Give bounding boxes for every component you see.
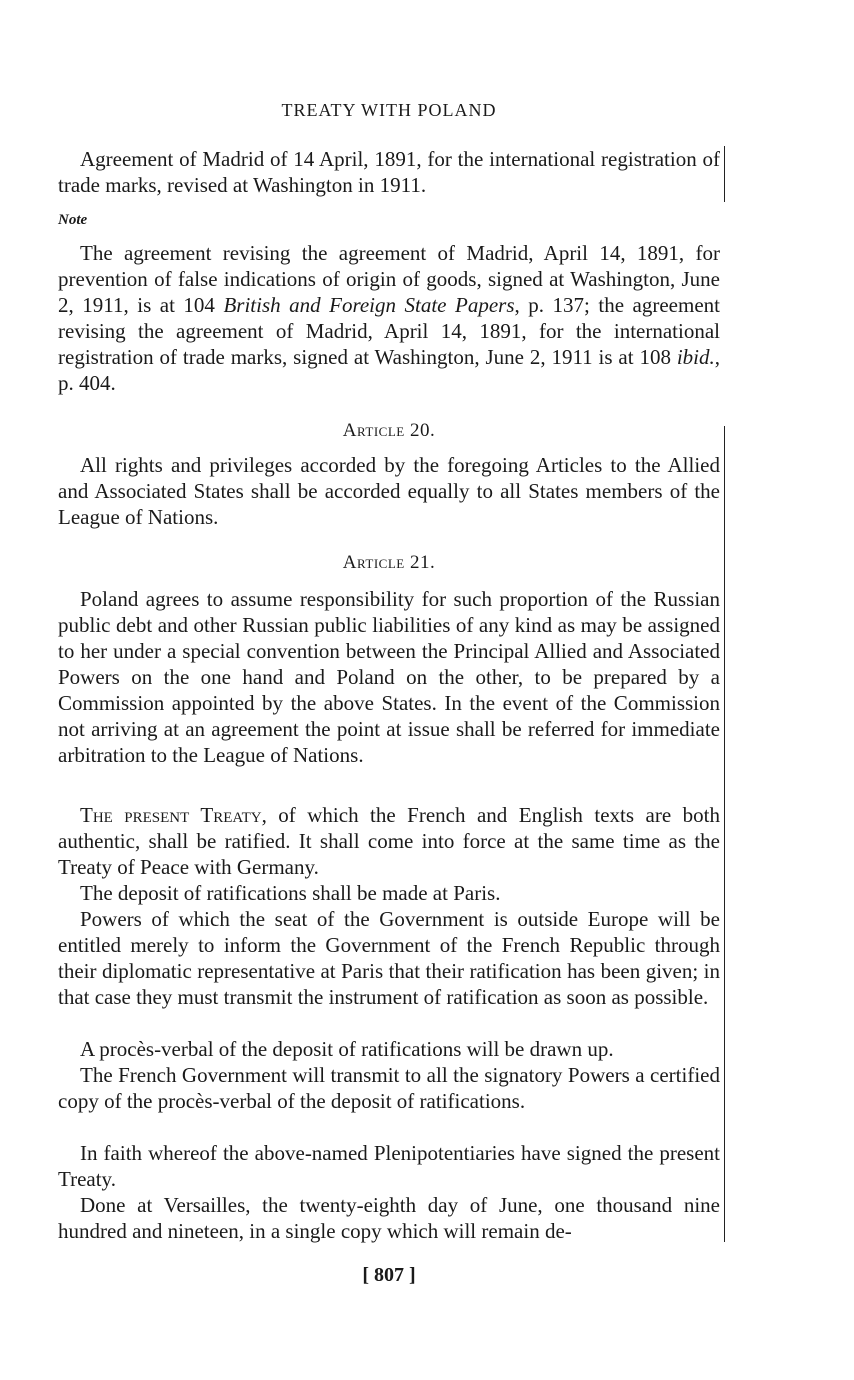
note-paragraph [58, 240, 720, 396]
closing-paragraph-6: In faith whereof the above-named Plenipotentiaries have signed the present Treaty. [58, 1141, 720, 1191]
closing-paragraph-2: The deposit of ratifications shall be made at Paris. [80, 881, 501, 905]
closing-paragraph-7: Done at Versailles, the twenty-eighth day of June, one thousand nine hundred and nineteen, in a single copy which will remain de- [58, 1193, 720, 1243]
intro-paragraph: Agreement of Madrid of 14 April, 1891, for the international registration of trade marks, revised at Washington in 1911. [58, 147, 720, 197]
article-20-text: All rights and privileges accorded by the foregoing Articles to the Allied and Associated States shall be accorded equally to all States members of the League of Nations. [58, 453, 720, 529]
note-citation-2: ibid. [676, 345, 715, 369]
closing-paragraph-1 [58, 802, 720, 880]
note-label: Note [58, 212, 88, 228]
closing-paragraph-3: Powers of which the seat of the Government is outside Europe will be entitled merely to inform the Government of the French Republic through their diplomatic representative at Paris that their ratification has been given; in that case they must transmit the instrument of ratification as soon as possible. [58, 907, 720, 1009]
running-head: TREATY WITH POLAND [281, 100, 497, 120]
note-text-part1: The agreement revising the agreement of Madrid, April 14, 1891, for prevention of false indications of origin of goods, signed at Washington, June 2, 1911, is at 104 [58, 241, 720, 317]
article-21-heading: Article 21. [342, 552, 436, 573]
note-citation-1: British and Foreign State Papers [223, 293, 515, 317]
article-21-text: Poland agrees to assume responsibility for such proportion of the Russian public debt and other Russian public liabilities of any kind as may be assigned to her under a special convention between the Principal Allied and Associated Powers on the one hand and Poland on the other, to be prepared by a Commission appointed by the above States. In the event of the Commission not arriving at an agreement the point at issue shall be referred for immediate arbitration to the League of Nations. [58, 587, 720, 767]
closing-paragraph-4: A procès-verbal of the deposit of ratifications will be drawn up. [80, 1037, 614, 1061]
closing-lead: The present Treaty [80, 803, 262, 827]
closing-paragraph-5: The French Government will transmit to all the signatory Powers a certified copy of the procès-verbal of the deposit of ratifications. [58, 1063, 720, 1113]
closing-p1-rest: , of which the French and English texts are both authentic, shall be ratified. It shall come into force at the same time as the Treaty of Peace with Germany. [58, 803, 720, 879]
note-text-part3: , p. 404. [58, 345, 720, 395]
page-number: [ 807 ] [362, 1264, 416, 1286]
margin-rule-articles [724, 426, 725, 1242]
note-text-part2: , p. 137; the agreement revising the agreement of Madrid, April 14, 1891, for the international registration of trade marks, signed at Washington, June 2, 1911 is at 108 [58, 293, 720, 369]
margin-rule-intro [724, 146, 725, 202]
article-20-heading: Article 20. [342, 420, 436, 441]
